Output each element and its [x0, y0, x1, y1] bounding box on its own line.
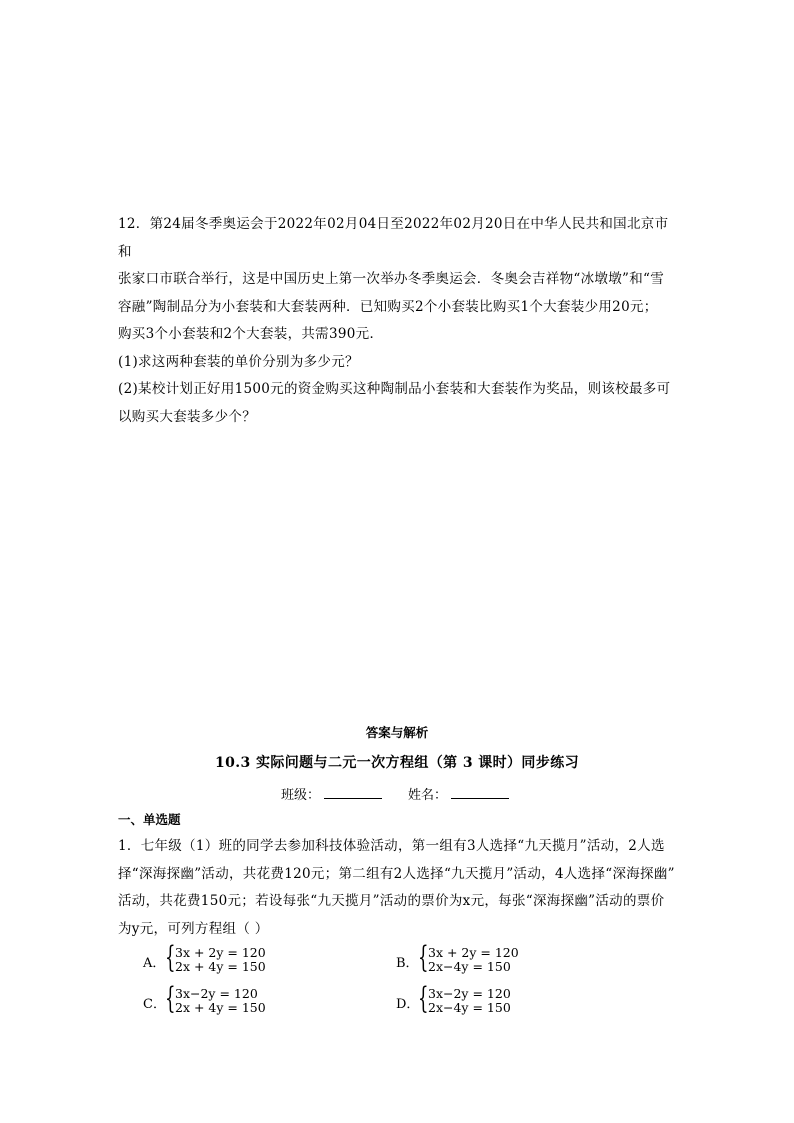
- question-12-line: 容融”陶制品分为小套装和大套装两种．已知购买2个小套装比购买1个大套装少用20元；: [118, 298, 658, 315]
- brace-icon: {: [165, 940, 176, 975]
- option-c-letter: C．: [143, 997, 166, 1012]
- equation-a-1: 3x + 2y = 120: [175, 945, 266, 960]
- brace-icon: {: [165, 981, 176, 1016]
- equation-d-1: 3x−2y = 120: [428, 986, 511, 1001]
- question-1-line: 活动，共花费150元；若设每张“九天揽月”活动的票价为x元，每张“深海探幽”活动的票价: [118, 893, 665, 909]
- equation-c-1: 3x−2y = 120: [175, 986, 258, 1001]
- question-12-line: 购买3个小套装和2个大套装，共需390元．: [118, 326, 384, 342]
- class-name-line: [0, 784, 794, 803]
- brace-icon: {: [418, 940, 429, 975]
- equation-d-2: 2x−4y = 150: [428, 1000, 511, 1015]
- document-title: 10.3 实际问题与二元一次方程组（第 3 课时）同步练习: [214, 755, 580, 771]
- question-12-part-2-cont: 以购买大套装多少个？: [118, 408, 256, 425]
- name-label: 姓名：: [408, 788, 448, 803]
- equation-c-2: 2x + 4y = 150: [175, 1000, 266, 1015]
- option-a-letter: A．: [143, 956, 166, 971]
- answer-heading: 答案与解析: [365, 725, 429, 740]
- class-blank: [324, 786, 382, 799]
- question-12-part-2: (2)某校计划正好用1500元的资金购买这种陶制品小套装和大套装作为奖品，则该校最多可: [118, 381, 671, 397]
- question-12-line: 张家口市联合举行，这是中国历史上第一次举办冬季奥运会．冬奥会吉祥物“冰墩墩”和“雪: [118, 271, 665, 287]
- name-blank: [451, 786, 509, 799]
- question-12-line: 12．第24届冬季奥运会于2022年02月04日至2022年02月20日在中华人民共和国北京市和: [118, 216, 669, 260]
- equation-a-2: 2x + 4y = 150: [175, 959, 266, 974]
- equation-b-1: 3x + 2y = 120: [428, 945, 519, 960]
- option-b-letter: B．: [396, 956, 419, 971]
- question-12-part-1: (1)求这两种套装的单价分别为多少元？: [118, 353, 359, 370]
- option-d-letter: D．: [396, 997, 420, 1012]
- brace-icon: {: [418, 981, 429, 1016]
- class-label: 班级：: [280, 788, 320, 803]
- question-1-line: 1．七年级（1）班的同学去参加科技体验活动，第一组有3人选择“九天揽月”活动，2人选: [118, 838, 665, 854]
- question-12: [118, 211, 678, 431]
- equation-b-2: 2x−4y = 150: [428, 959, 511, 974]
- question-1-line: 为y元，可列方程组（ ）: [118, 920, 269, 937]
- question-1: [118, 833, 678, 943]
- question-1-line: 择“深海探幽”活动，共花费120元；第二组有2人选择“九天揽月”活动，4人选择“深海探幽”: [118, 865, 675, 882]
- section-title: 一、单选题: [118, 812, 181, 827]
